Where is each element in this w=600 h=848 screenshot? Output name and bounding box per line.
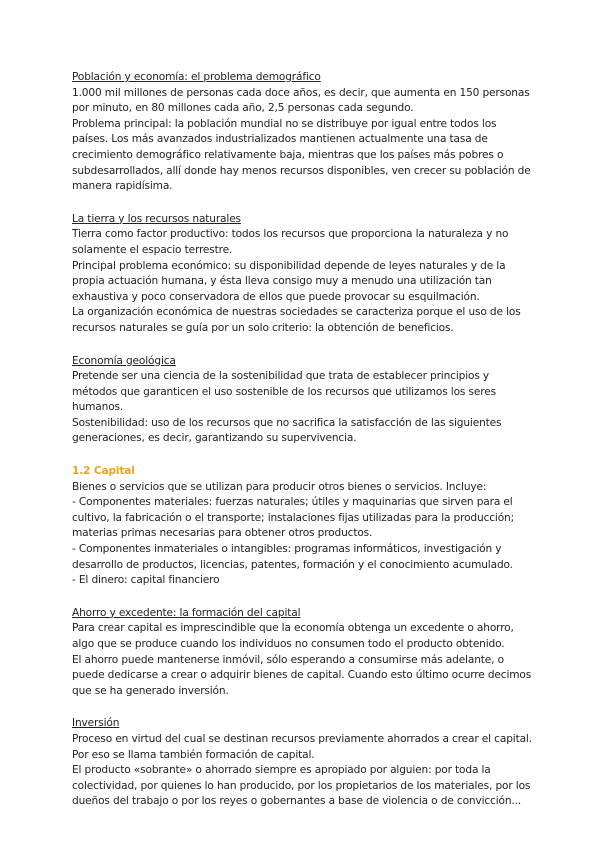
paragraph: Tierra como factor productivo: todos los recursos que proporciona la naturaleza y no solamente el espacio terrestre.: [72, 228, 509, 256]
section-heading: Inversión: [72, 717, 120, 730]
section-capital: [72, 464, 534, 589]
paragraph: Pretende ser una ciencia de la sostenibilidad que trata de establecer principios y métodos que garanticen el uso sostenible de los recursos que utilizamos los seres humanos.: [72, 370, 496, 414]
document-page: [72, 70, 534, 827]
section-inversion: [72, 716, 534, 810]
section-tierra: [72, 212, 534, 337]
section-heading-numbered: 1.2 Capital: [72, 465, 135, 478]
section-heading: Economía geológica: [72, 354, 176, 367]
paragraph: Proceso en virtud del cual se destinan recursos previamente ahorrados a crear el capital. Por eso se llama también formación de capital.: [72, 732, 532, 761]
paragraph: Para crear capital es imprescindible que la economía obtenga un excedente o ahorro, algo que se produce cuando los individuos no consumen todo el producto obtenido.: [72, 622, 514, 650]
paragraph: Principal problema económico: su disponibilidad depende de leyes naturales y de la propia actuación humana, y ésta lleva consigo muy a menudo una utilización tan exhaustiva y poco conservadora de ellos que puede provocar su esquilmación.: [72, 259, 506, 303]
paragraph: El producto «sobrante» o ahorrado siempre es apropiado por alguien: por toda la colectividad, por quienes lo han producido, por los propietarios de los materiales, por los dueños del trabajo o por los reyes o gobernantes a base de violencia o de convicción...: [72, 764, 531, 808]
section-heading: La tierra y los recursos naturales: [72, 212, 241, 225]
section-ahorro: [72, 606, 534, 700]
list-item: - Componentes inmateriales o intangibles: programas informáticos, investigación y desarrollo de productos, licencias, patentes, formación y el conocimiento acumulado.: [72, 543, 513, 571]
paragraph: Problema principal: la población mundial no se distribuye por igual entre todos los países. Los más avanzados industrializados mantienen actualmente una tasa de crecimiento demográfico relativamente baja, mientras que los países más pobres o subdesarrollados, allí donde hay menos recursos disponibles, ven crecer su población de manera rapidísima.: [72, 117, 531, 193]
list-item: - El dinero: capital financiero: [72, 574, 220, 587]
paragraph: 1.000 mil millones de personas cada doce años, es decir, que aumenta en 150 personas por minuto, en 80 millones cada año, 2,5 personas cada segundo.: [72, 86, 530, 115]
paragraph: Sostenibilidad: uso de los recursos que no sacrifica la satisfacción de las siguientes generaciones, es decir, garantizando su supervivencia.: [72, 416, 502, 445]
paragraph: La organización económica de nuestras sociedades se caracteriza porque el uso de los recursos naturales se guía por un solo criterio: la obtención de beneficios.: [72, 306, 521, 334]
section-poblacion: [72, 70, 534, 195]
section-economia-geologica: [72, 354, 534, 448]
section-heading: Población y economía: el problema demográfico: [72, 71, 321, 83]
paragraph: Bienes o servicios que se utilizan para producir otros bienes o servicios. Incluye:: [72, 480, 487, 493]
paragraph: El ahorro puede mantenerse inmóvil, sólo esperando a consumirse más adelante, o puede dedicarse a crear o adquirir bienes de capital. Cuando esto último ocurre decimos que se ha generado inversión.: [72, 653, 532, 697]
list-item: - Componentes materiales: fuerzas naturales; útiles y maquinarias que sirven para el cultivo, la fabricación o el transporte; instalaciones fijas utilizadas para la producción; materias primas necesarias para obtener otros productos.: [72, 496, 515, 540]
section-heading: Ahorro y excedente: la formación del capital: [72, 606, 301, 619]
